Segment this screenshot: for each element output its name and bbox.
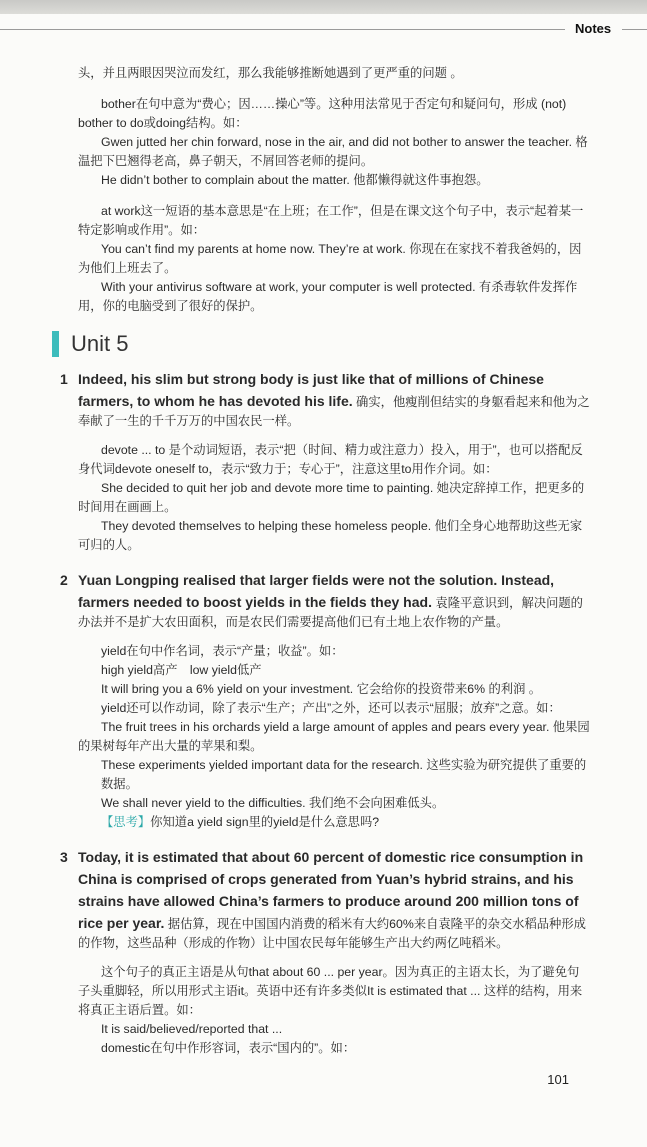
page-number: 101 <box>547 1072 569 1087</box>
item-note: devote ... to 是个动词短语，表示“把（时间、精力或注意力）投入，用于”，也可以搭配反身代词devote oneself to，表示“致力于；专心于”，注意这里to用作介词。如： <box>78 443 583 476</box>
item-sentence: Today, it is estimated that about 60 percent of domestic rice consumption in China is comprised of crops generated from Yuan’s hybrid strains, and his strains have allowed China’s farmers to produce around 200 million tons of rice per year. <box>78 849 584 931</box>
think-label: 【思考】 <box>101 815 151 829</box>
think-question: 你知道a yield sign里的yield是什么意思吗? <box>150 815 380 829</box>
example: These experiments yielded important data for the research. 这些实验为研究提供了重要的数据。 <box>101 758 587 791</box>
item-note: domestic在句中作形容词，表示“国内的”。如： <box>101 1041 356 1055</box>
item-translation: 据估算，现在中国国内消费的稻米有大约60%来自袁隆平的杂交水稻品种形成的作物，这些品种（形成的作物）让中国农民每年能够生产出大约两亿吨稻米。 <box>78 917 586 950</box>
example: You can’t find my parents at home now. They’re at work. 你现在在家找不着我爸妈的，因为他们上班去了。 <box>78 242 582 275</box>
item-translation: 确实，他瘦削但结实的身躯看起来和他为之奉献了一生的千千万万的中国农民一样。 <box>78 395 590 428</box>
item-number: 3 <box>60 849 68 865</box>
note-bother: bother在句中意为“费心；因……操心”等。这种用法常见于否定句和疑问句，形成 (not) bother to do或doing结构。如： <box>78 97 567 130</box>
item-sentence: Yuan Longping realised that larger fields were not the solution. Instead, farmers needed to boost yields in the fields they had. <box>78 572 555 610</box>
note-item-2 <box>60 569 590 832</box>
header-rule <box>0 29 565 30</box>
section-header: Notes <box>575 21 612 36</box>
note-at-work: at work这一短语的基本意思是“在上班；在工作”，但是在课文这个句子中，表示“起着某一特定影响或作用”。如： <box>78 204 584 237</box>
unit-accent-bar <box>52 331 59 357</box>
header-rule-right <box>622 29 647 30</box>
example: They devoted themselves to helping these homeless people. 他们全身心地帮助这些无家可归的人。 <box>78 519 583 552</box>
example: high yield高产 low yield低产 <box>101 663 262 677</box>
intro-notes <box>78 64 592 316</box>
page-top-edge <box>0 0 647 14</box>
item-translation: 袁隆平意识到，解决问题的办法并不是扩大农田面积，而是农民们需要提高他们已有土地上农作物的产量。 <box>78 596 583 629</box>
unit-title: Unit 5 <box>71 331 129 356</box>
item-sentence: Indeed, his slim but strong body is just like that of millions of Chinese farmers, to whom he has devoted his life. <box>78 371 544 409</box>
unit-heading <box>52 330 597 358</box>
example: With your antivirus software at work, your computer is well protected. 有杀毒软件发挥作用，你的电脑受到了很好的保护。 <box>78 280 578 313</box>
example: It will bring you a 6% yield on your investment. 它会给你的投资带来6% 的利润 。 <box>101 682 542 696</box>
item-note: yield在句中作名词，表示“产量；收益”。如： <box>101 644 344 658</box>
note-item-1 <box>60 368 590 555</box>
note-item-3 <box>60 846 590 1058</box>
example: Gwen jutted her chin forward, nose in the air, and did not bother to answer the teacher. 格温把下巴翘得老高，鼻子朝天，不屑回答老师的提问。 <box>78 135 588 168</box>
example: He didn’t bother to complain about the matter. 他都懒得就这件事抱怨。 <box>101 173 489 187</box>
example: The fruit trees in his orchards yield a large amount of apples and pears every year. 他果园的果树每年产出大量的苹果和梨。 <box>78 720 590 753</box>
example: We shall never yield to the difficulties. 我们绝不会向困难低头。 <box>101 796 445 810</box>
item-note: yield还可以作动词，除了表示“生产；产出”之外，还可以表示“屈服；放弃”之意。如： <box>101 701 561 715</box>
example: It is said/believed/reported that ... <box>101 1022 283 1036</box>
example: She decided to quit her job and devote more time to painting. 她决定辞掉工作，把更多的时间用在画画上。 <box>78 481 585 514</box>
continued-line: 头，并且两眼因哭泣而发红，那么我能够推断她遇到了更严重的问题 。 <box>78 66 463 80</box>
think-prompt <box>78 813 590 832</box>
item-number: 2 <box>60 572 68 588</box>
item-number: 1 <box>60 371 68 387</box>
item-note: 这个句子的真正主语是从句that about 60 ... per year。因为真正的主语太长，为了避免句子头重脚轻，所以用形式主语it。英语中还有许多类似It is estimated that ... 这样的结构，用来将真正主语后置。如： <box>78 965 583 1017</box>
